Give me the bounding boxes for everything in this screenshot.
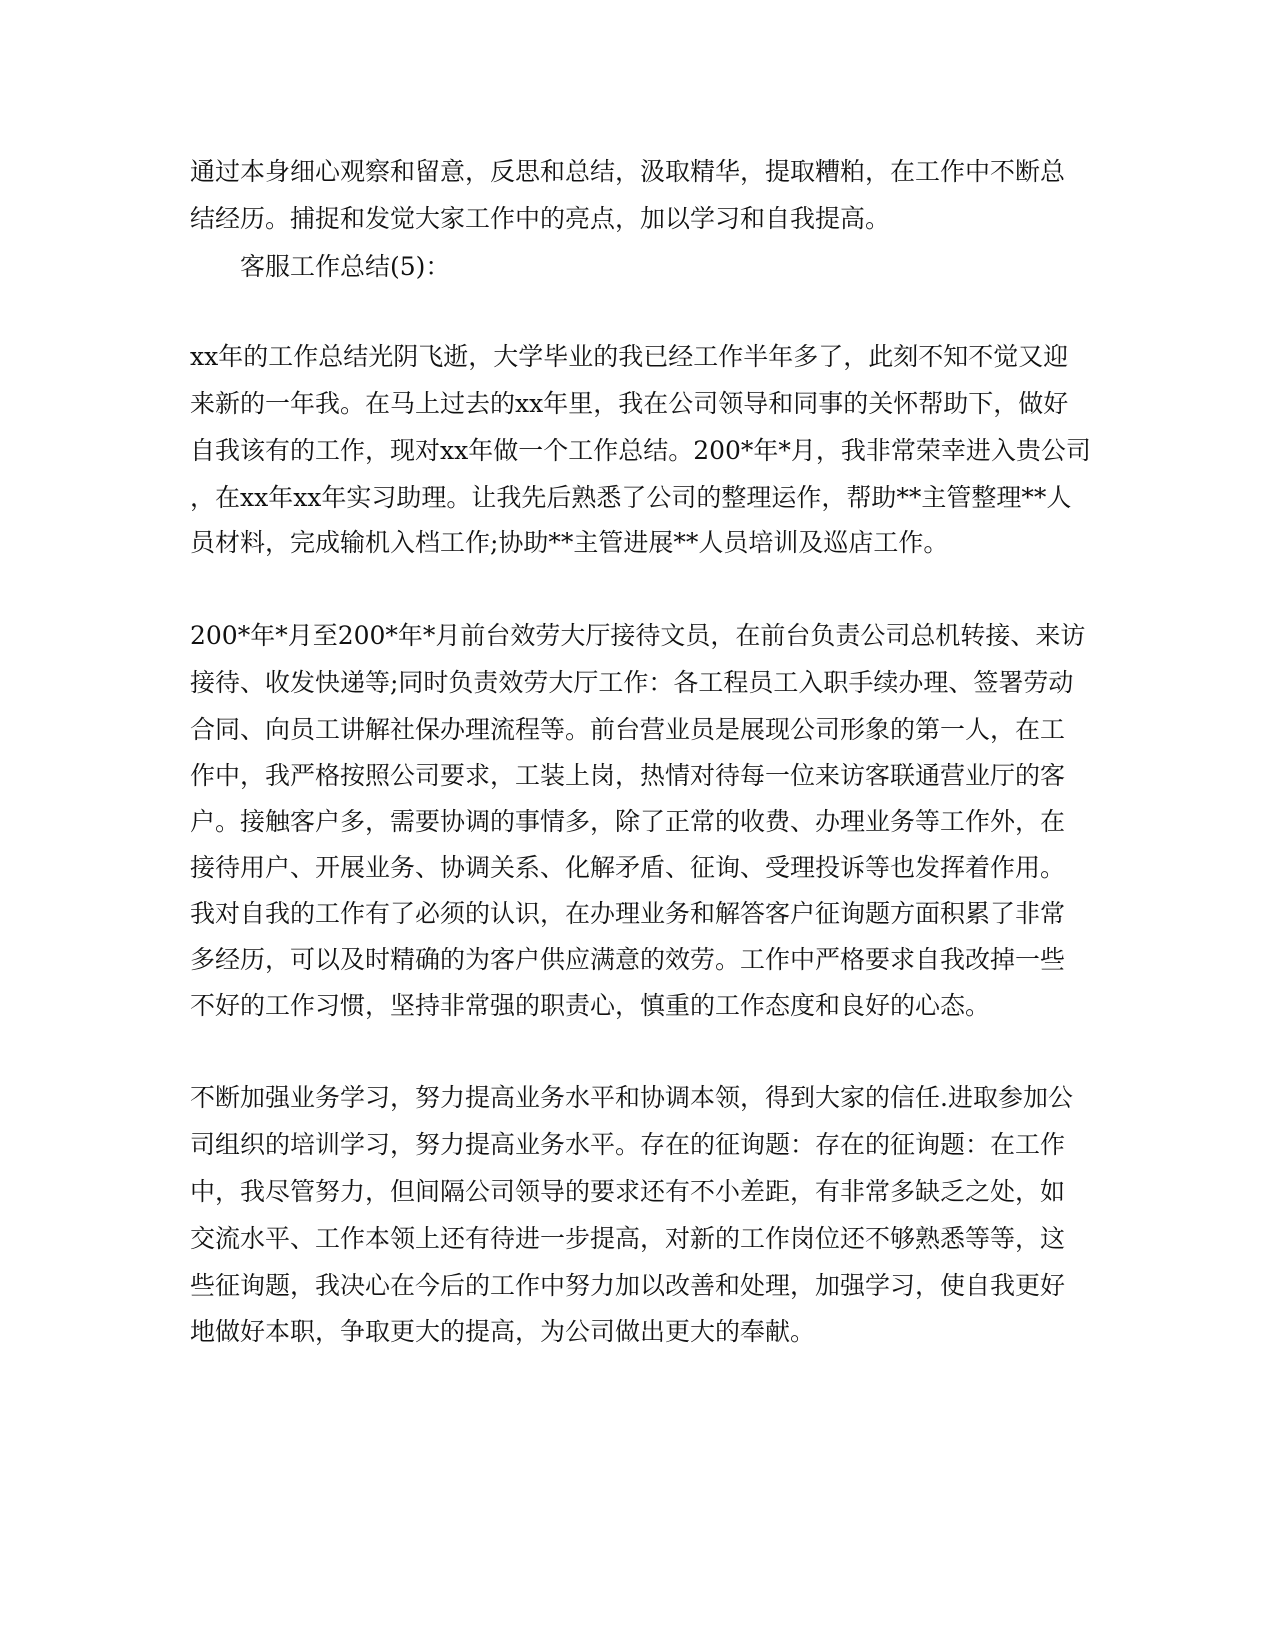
text-line: 员材料，完成输机入档工作;协助**主管进展**人员培训及巡店工作。	[190, 528, 949, 557]
text-line: ，在xx年xx年实习助理。让我先后熟悉了公司的整理运作，帮助**主管整理**人	[190, 483, 1072, 512]
text-line: 交流水平、工作本领上还有待进一步提高，对新的工作岗位还不够熟悉等等，这	[190, 1224, 1066, 1253]
text-line: 些征询题，我决心在今后的工作中努力加以改善和处理，加强学习，使自我更好	[190, 1271, 1066, 1300]
text-line: 不好的工作习惯，坚持非常强的职责心，慎重的工作态度和良好的心态。	[190, 991, 991, 1020]
text-line: xx年的工作总结光阴飞逝，大学毕业的我已经工作半年多了，此刻不知不觉又迎	[190, 342, 1069, 371]
text-line: 接待、收发快递等;同时负责效劳大厅工作：各工程员工入职手续办理、签署劳动	[190, 668, 1074, 697]
text-line: 来新的一年我。在马上过去的xx年里，我在公司领导和同事的关怀帮助下，做好	[190, 389, 1069, 418]
text-line: 合同、向员工讲解社保办理流程等。前台营业员是展现公司形象的第一人，在工	[190, 715, 1066, 744]
text-line: 结经历。捕捉和发觉大家工作中的亮点，加以学习和自我提高。	[190, 204, 891, 233]
text-line: 不断加强业务学习，努力提高业务水平和协调本领，得到大家的信任.进取参加公	[190, 1083, 1073, 1112]
text-line: 接待用户、开展业务、协调关系、化解矛盾、征询、受理投诉等也发挥着作用。	[190, 853, 1066, 882]
text-line: 通过本身细心观察和留意，反思和总结，汲取精华，提取糟粕，在工作中不断总	[190, 157, 1066, 186]
section-heading: 客服工作总结(5)：	[240, 252, 451, 281]
text-line: 200*年*月至200*年*月前台效劳大厅接待文员，在前台负责公司总机转接、来访	[190, 621, 1086, 650]
text-line: 中，我尽管努力，但间隔公司领导的要求还有不小差距，有非常多缺乏之处，如	[190, 1177, 1066, 1206]
text-line: 作中，我严格按照公司要求，工装上岗，热情对待每一位来访客联通营业厅的客	[190, 761, 1066, 790]
text-line: 自我该有的工作，现对xx年做一个工作总结。200*年*月，我非常荣幸进入贵公司	[190, 436, 1091, 465]
text-line: 户。接触客户多，需要协调的事情多，除了正常的收费、办理业务等工作外，在	[190, 807, 1066, 836]
text-line: 司组织的培训学习，努力提高业务水平。存在的征询题：存在的征询题：在工作	[190, 1130, 1066, 1159]
text-line: 地做好本职，争取更大的提高，为公司做出更大的奉献。	[190, 1317, 816, 1346]
text-line: 我对自我的工作有了必须的认识，在办理业务和解答客户征询题方面积累了非常	[190, 899, 1066, 928]
text-line: 多经历，可以及时精确的为客户供应满意的效劳。工作中严格要求自我改掉一些	[190, 945, 1066, 974]
